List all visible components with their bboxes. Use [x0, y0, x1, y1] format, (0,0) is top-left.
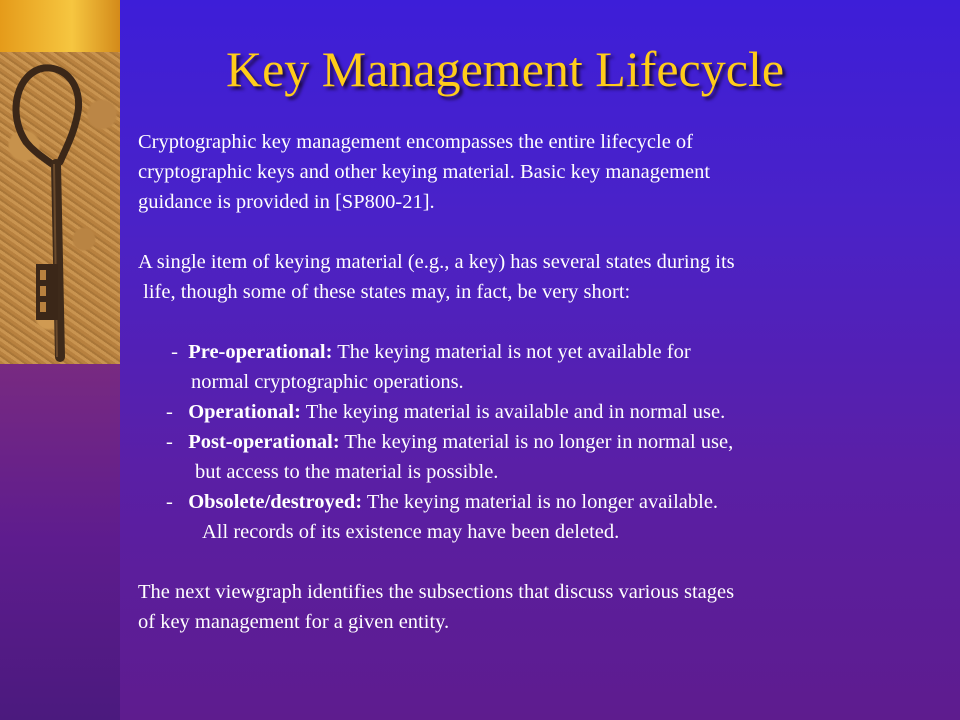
bullet-dash: -	[166, 431, 189, 453]
bullet-dash: -	[166, 341, 189, 363]
bullet-dash: -	[166, 401, 189, 423]
states-intro-line: life, though some of these states may, in fact, be very short:	[138, 281, 631, 303]
bullet-dash: -	[166, 491, 189, 513]
state-term: Post-operational:	[188, 431, 340, 453]
page-title: Key Management Lifecycle	[225, 41, 785, 97]
key-icon	[0, 52, 120, 364]
state-continuation: but access to the material is possible.	[195, 461, 499, 483]
state-item-operational	[138, 397, 948, 427]
state-desc: The keying material is not yet available for	[332, 341, 691, 363]
state-item-pre-operational	[138, 337, 948, 367]
state-desc: The keying material is no longer available.	[362, 491, 719, 513]
intro-line: cryptographic keys and other keying material. Basic key management	[138, 161, 711, 183]
state-desc: The keying material is no longer in normal use,	[339, 431, 734, 453]
state-continuation: normal cryptographic operations.	[191, 371, 464, 393]
slide-body	[138, 127, 948, 637]
key-photo	[0, 52, 120, 364]
state-desc: The keying material is available and in normal use.	[300, 401, 726, 423]
closing-line: of key management for a given entity.	[138, 611, 450, 633]
state-term: Operational:	[188, 401, 301, 423]
state-continuation: All records of its existence may have been deleted.	[202, 521, 620, 543]
gold-stripe	[0, 0, 120, 52]
closing-line: The next viewgraph identifies the subsections that discuss various stages	[138, 581, 735, 603]
intro-line: Cryptographic key management encompasses the entire lifecycle of	[138, 131, 693, 153]
state-term: Obsolete/destroyed:	[188, 491, 363, 513]
state-item-obsolete-destroyed	[138, 487, 948, 517]
state-term: Pre-operational:	[188, 341, 333, 363]
states-intro-line: A single item of keying material (e.g., a key) has several states during its	[138, 251, 735, 273]
state-item-post-operational	[138, 427, 948, 457]
intro-line: guidance is provided in [SP800-21].	[138, 191, 435, 213]
